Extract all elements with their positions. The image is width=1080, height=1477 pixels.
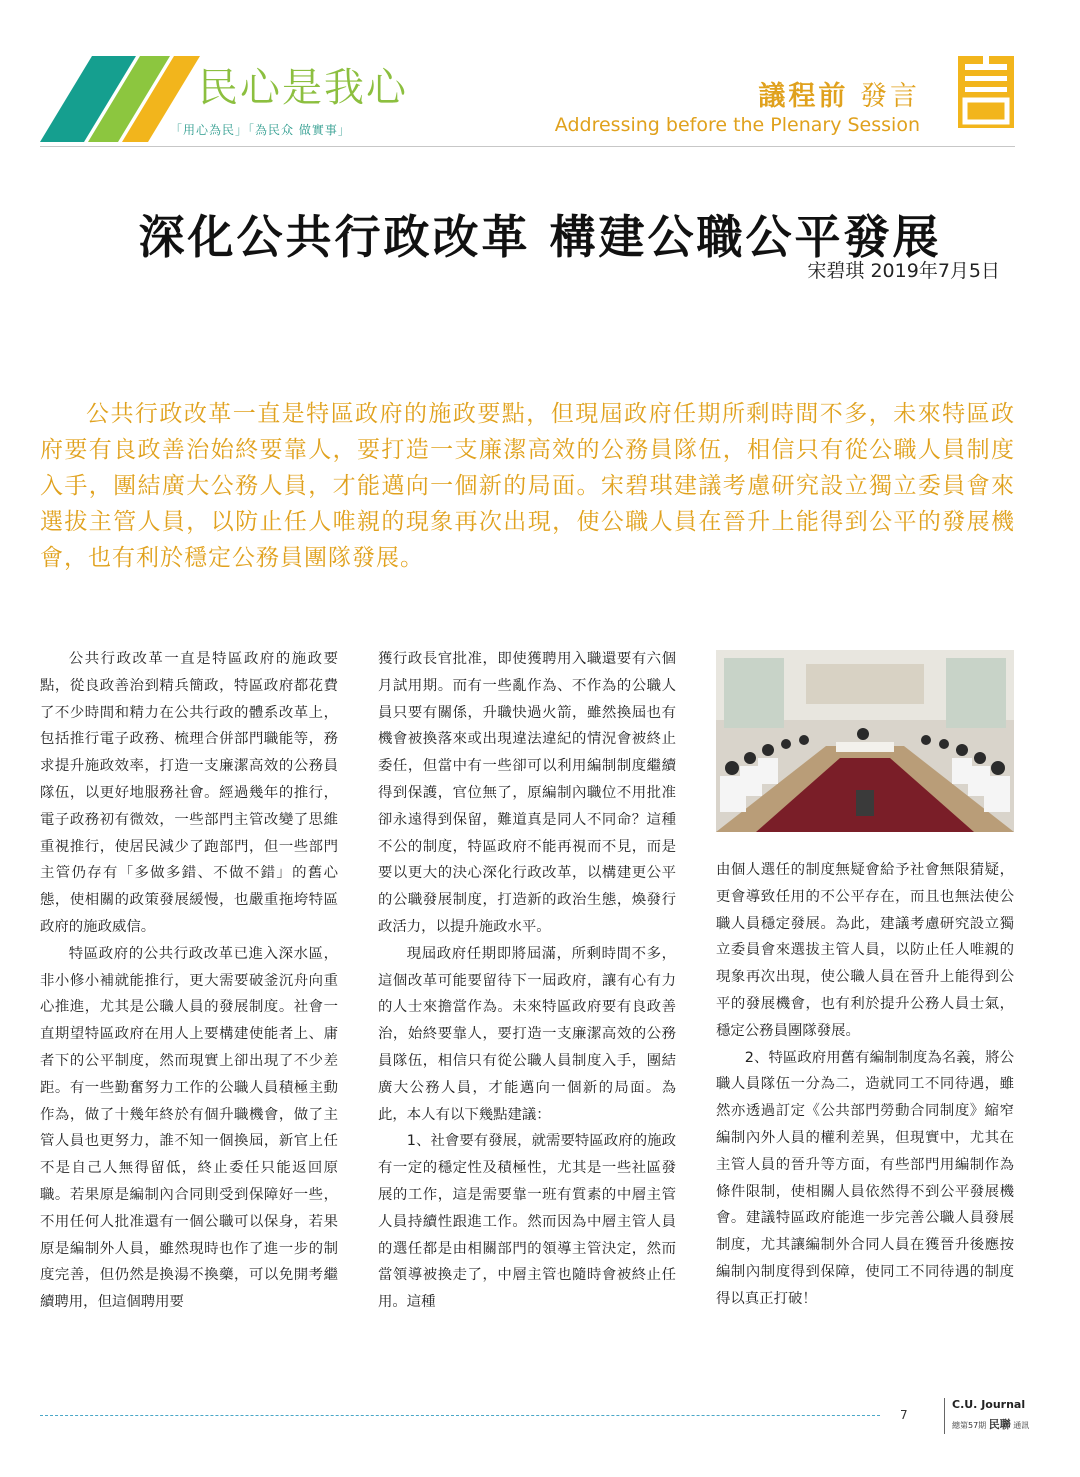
journal-title-cn: 民聯 [988,1418,1011,1431]
body-column-3 [716,857,1014,1313]
section-title-cn [758,74,920,113]
section-title-regular: 發言 [860,81,920,112]
brand-title: 民心是我心 [198,65,408,111]
journal-name-cn [952,1416,1029,1432]
article-lede: 公共行政改革一直是特區政府的施政要點，但現屆政府任期所剩時間不多，未來特區政府要有良政善治始終要靠人，要打造一支廉潔高效的公務員隊伍，相信只有從公職人員制度入手，團結廣大公務人員，才能邁向一個新的局面。宋碧琪建議考慮研究設立獨立委員會來選拔主管人員，以防止任人唯親的現象再次出現，使公職人員在晉升上能得到公平的發展機會，也有利於穩定公務員團隊發展。 [40,401,1015,571]
journal-name-en: C.U. Journal [952,1398,1026,1411]
paragraph: 1、社會要有發展，就需要特區政府的施政有一定的穩定性及積極性，尤其是一些社區發展的工作，這是需要靠一班有質素的中層主管人員持續性跟進工作。然而因為中層主管人員的選任都是由相關部門的領導主管決定，然而當領導被換走了，中層主管也隨時會被終止任用。這種 [378,1133,676,1311]
page-number: 7 [900,1408,908,1422]
brand-slogan: 「用心為民」「為民众 做實事」 [170,123,351,137]
speech-logo-icon [958,56,1014,128]
paragraph: 現屆政府任期即將屆滿，所剩時間不多，這個改革可能要留待下一屆政府，讓有心有力的人士來擔當作為。未來特區政府要有良政善治，始終要靠人，要打造一支廉潔高效的公務員隊伍，相信只有從公職人員制度入手，團結廣大公務人員，才能邁向一個新的局面。為此，本人有以下幾點建議： [378,945,676,1123]
paragraph: 2、特區政府用舊有編制制度為名義，將公職人員隊伍一分為二，造就同工不同待遇，雖然亦透過訂定《公共部門勞動合同制度》縮窄編制內外人員的權利差異，但現實中，尤其在主管人員的晉升等方面，有些部門用編制作為條件限制，使相關人員依然得不到公平發展機會。建議特區政府能進一步完善公職人員發展制度，尤其讓編制外合同人員在獲晉升後應按編制內制度得到保障，使同工不同待遇的制度得以真正打破！ [716,1049,1014,1307]
page-header [0,0,1080,150]
footer-divider [40,1415,880,1416]
body-column-1 [40,646,338,1316]
section-title-bold: 議程前 [758,81,849,112]
article-title: 深化公共行政改革 構建公職公平發展 [138,209,942,264]
paragraph: 由個人選任的制度無疑會給予社會無限猜疑，更會導致任用的不公平存在，而且也無法使公職人員穩定發展。為此，建議考慮研究設立獨立委員會來選拔主管人員，以防止任人唯親的現象再次出現，使公職人員在晉升上能得到公平的發展機會，也有利於提升公務人員士氣，穩定公務員團隊發展。 [716,862,1014,1039]
footer-separator [944,1398,945,1434]
section-title-en: Addressing before the Plenary Session [554,114,920,136]
meeting-photo [716,650,1014,832]
header-divider [40,146,1015,147]
journal-suffix: 通訊 [1013,1421,1030,1430]
paragraph: 公共行政改革一直是特區政府的施政要點，從良政善治到精兵簡政，特區政府都花費了不少時間和精力在公共行政的體系改革上，包括推行電子政務、梳理合併部門職能等，務求提升施政效率，打造一支廉潔高效的公務員隊伍，以更好地服務社會。經過幾年的推行，電子政務初有微效，一些部門主管改變了思維重視推行，使居民減少了跑部門，但一些部門主管仍存有「多做多錯、不做不錯」的舊心態，使相關的政策發展緩慢，也嚴重拖垮特區政府的施政威信。 [40,651,338,935]
body-column-2 [378,646,676,1316]
journal-issue: 總第57期 [952,1421,987,1430]
paragraph: 獲行政長官批准，即使獲聘用入職還要有六個月試用期。而有一些亂作為、不作為的公職人員只要有關係，升職快過火箭，雖然換屆也有機會被換落來或出現違法違紀的情況會被終止委任，但當中有一些卻可以利用編制制度繼續得到保護，官位無了，原編制內職位不用批准卻永遠得到保留，難道真是同人不同命？這種不公的制度，特區政府不能再視而不見，而是要以更大的決心深化行政改革，以構建更公平的公職發展制度，打造新的政治生態，煥發行政活力，以提升施政水平。 [378,651,676,935]
article-byline: 宋碧琪 2019年7月5日 [807,260,1000,282]
paragraph: 特區政府的公共行政改革已進入深水區，非小修小補就能推行，更大需要破釜沉舟向重心推進，尤其是公職人員的發展制度。社會一直期望特區政府在用人上要構建使能者上、庸者下的公平制度，然而現實上卻出現了不少差距。有一些勤奮努力工作的公職人員積極主動作為，做了十幾年終於有個升職機會，做了主管人員也更努力，誰不知一個換屆，新官上任不是自己人無得留低，終止委任只能返回原職。若果原是編制內合同則受到保障好一些，不用任何人批准還有一個公職可以保身，若果原是編制外人員，雖然現時也作了進一步的制度完善，但仍然是換湯不換藥，可以免開考繼續聘用，但這個聘用要 [40,945,338,1311]
